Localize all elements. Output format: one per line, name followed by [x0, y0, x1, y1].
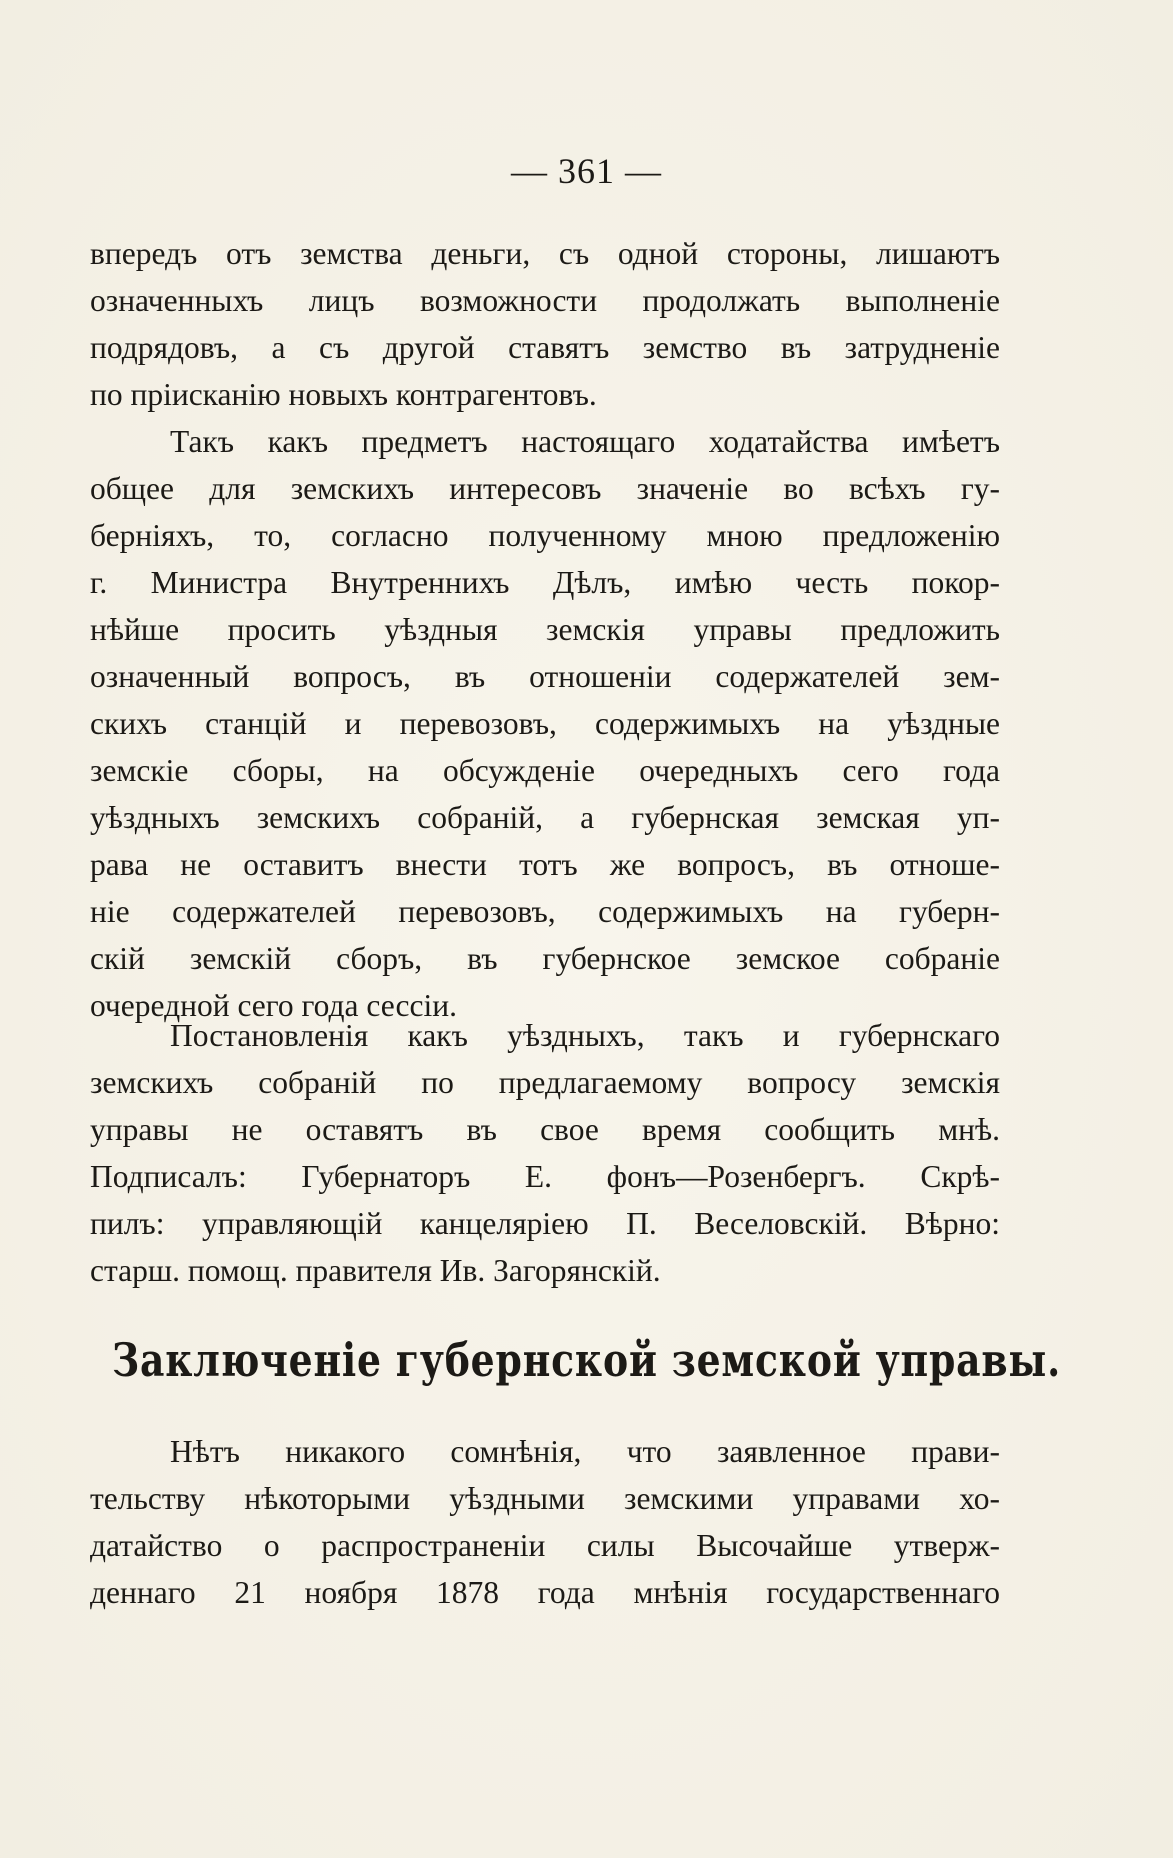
text-line: г. Министра Внутреннихъ Дѣлъ, имѣю честь покор-: [90, 565, 1000, 600]
paragraph-conclusion: [90, 1428, 1000, 1616]
text-line: Подписалъ: Губернаторъ Е. фонъ—Розенбергъ. Скрѣ-: [90, 1159, 1000, 1194]
paragraph-resolutions: [90, 1012, 1000, 1294]
text-line: тельству нѣкоторыми уѣздными земскими управами хо-: [90, 1481, 1000, 1516]
text-line: впередъ отъ земства деньги, съ одной стороны, лишаютъ: [90, 236, 1000, 271]
text-line: уѣздныхъ земскихъ собранiй, а губернская земская уп-: [90, 800, 1000, 835]
text-line: нiе содержателей перевозовъ, содержимыхъ на губерн-: [90, 894, 1000, 929]
section-heading: Заключенiе губернской земской управы.: [111, 1333, 1062, 1387]
text-line: означенныхъ лицъ возможности продолжать выполненіе: [90, 283, 1000, 318]
text-line: нѣйше просить уѣздныя земскiя управы предложить: [90, 612, 1000, 647]
text-line: скихъ станцiй и перевозовъ, содержимыхъ на уѣздные: [90, 706, 1000, 741]
page-number: — 361 —: [511, 151, 662, 191]
text-line: земскiе сборы, на обсужденiе очередныхъ сего года: [90, 753, 1000, 788]
paragraph-continuation: [90, 230, 1000, 418]
text-line: деннаго 21 ноября 1878 года мнѣнiя государственнаго: [90, 1575, 1000, 1610]
text-line: датайство о распространенiи силы Высочайше утверж-: [90, 1528, 1000, 1563]
text-line: старш. помощ. правителя Ив. Загорянскiй.: [90, 1253, 661, 1288]
text-line: Постановленiя какъ уѣздныхъ, такъ и губернскаго: [170, 1018, 1000, 1053]
text-line: Нѣтъ никакого сомнѣнiя, что заявленное прави-: [170, 1434, 1000, 1469]
text-line: бернiяхъ, то, согласно полученному мною предложенiю: [90, 518, 1000, 553]
text-line: подрядовъ, а съ другой ставятъ земство въ затрудненіе: [90, 330, 1000, 365]
text-line: общее для земскихъ интересовъ значенiе во всѣхъ гу-: [90, 471, 1000, 506]
text-line: по прiисканiю новыхъ контрагентовъ.: [90, 377, 597, 412]
text-line: пилъ: управляющiй канцелярiею П. Веселовскiй. Вѣрно:: [90, 1206, 1000, 1241]
text-line: означенный вопросъ, въ отношенiи содержателей зем-: [90, 659, 1000, 694]
text-line: рава не оставитъ внести тотъ же вопросъ, въ отноше-: [90, 847, 1000, 882]
paragraph-petition: [90, 418, 1000, 1029]
text-line: Такъ какъ предметъ настоящаго ходатайства имѣетъ: [170, 424, 1000, 459]
text-line: очередной сего года сессiи.: [90, 988, 457, 1023]
text-line: управы не оставятъ въ свое время сообщить мнѣ.: [90, 1112, 1000, 1147]
text-line: скiй земскiй сборъ, въ губернское земское собранiе: [90, 941, 1000, 976]
text-line: земскихъ собранiй по предлагаемому вопросу земскiя: [90, 1065, 1000, 1100]
